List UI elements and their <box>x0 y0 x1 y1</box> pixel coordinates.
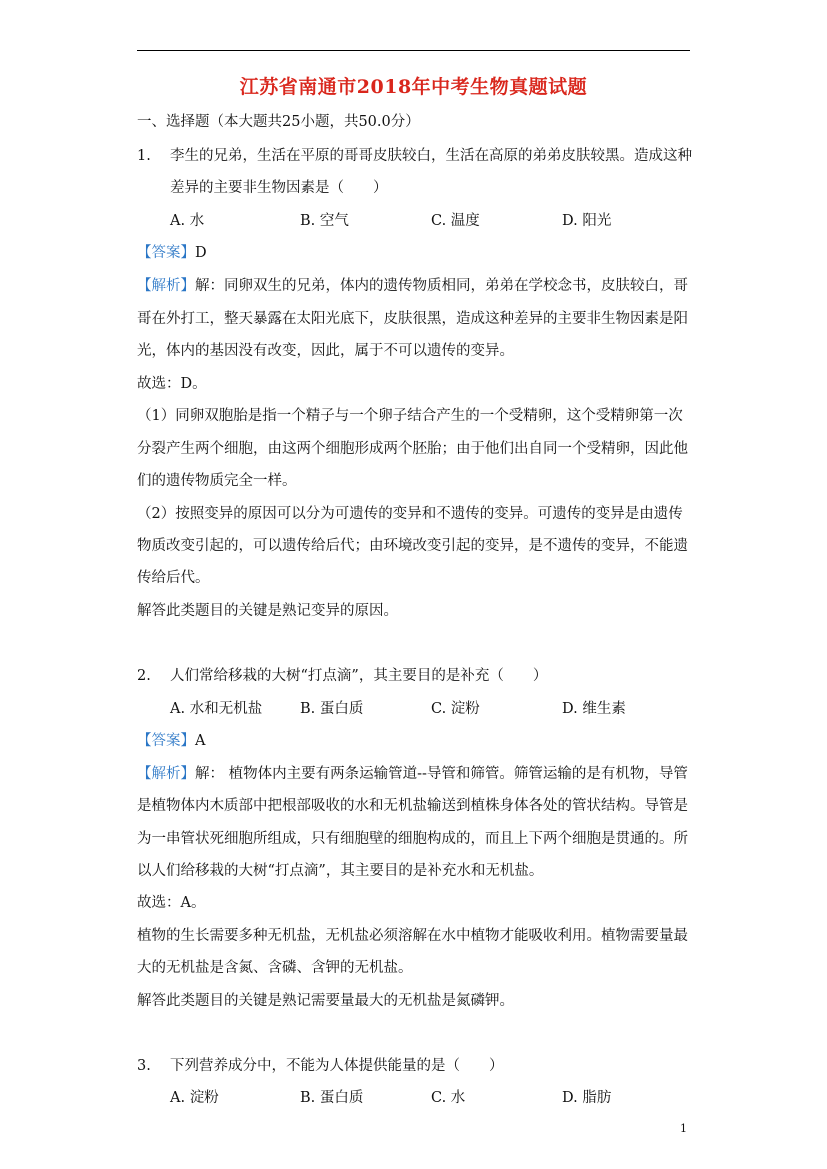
question-2-analysis-line-4: 以人们给移栽的大树“打点滴”，其主要目的是补充水和无机盐。 <box>137 863 544 879</box>
question-3-number: 3. <box>137 1058 151 1074</box>
section-heading: 一、选择题（本大题共25小题，共50.0分） <box>137 114 420 130</box>
question-3-option-a: A. 淀粉 <box>170 1090 219 1106</box>
answer-value: A <box>195 733 206 749</box>
question-1-number: 1. <box>137 148 151 164</box>
analysis-tag: 【解析】 <box>137 278 195 294</box>
question-1-analysis-line-9: 物质改变引起的，可以遗传给后代；由环境改变引起的变异，是不遗传的变异，不能遗 <box>137 538 688 554</box>
question-1-analysis-line-6: 分裂产生两个细胞，由这两个细胞形成两个胚胎；由于他们出自同一个受精卵，因此他 <box>137 441 688 457</box>
question-1-option-d: D. 阳光 <box>562 213 612 229</box>
question-1-analysis-line-1: 【解析】解：同卵双生的兄弟，体内的遗传物质相同，弟弟在学校念书，皮肤较白，哥 <box>137 278 688 294</box>
question-1-stem-line-2: 差异的主要非生物因素是（ ） <box>170 180 388 196</box>
page-number: 1 <box>680 1122 687 1135</box>
question-1-stem-line-1: 李生的兄弟，生活在平原的哥哥皮肤较白，生活在高原的弟弟皮肤较黑。造成这种 <box>170 148 692 164</box>
question-2-analysis-line-3: 为一串管状死细胞所组成，只有细胞壁的细胞构成的，而且上下两个细胞是贯通的。所 <box>137 831 688 847</box>
question-2-analysis-line-2: 是植物体内木质部中把根部吸收的水和无机盐输送到植株身体各处的管状结构。导管是 <box>137 798 688 814</box>
question-1-analysis-line-8: （2）按照变异的原因可以分为可遗传的变异和不遗传的变异。可遗传的变异是由遗传 <box>137 506 683 522</box>
question-3-option-c: C. 水 <box>431 1090 466 1106</box>
question-2-stem: 人们常给移栽的大树“打点滴”，其主要目的是补充（ ） <box>170 668 548 684</box>
question-1-analysis-line-7: 们的遗传物质完全一样。 <box>137 473 297 489</box>
question-3-option-b: B. 蛋白质 <box>300 1090 364 1106</box>
question-1-analysis-line-4: 故选：D。 <box>137 376 207 392</box>
analysis-tag: 【解析】 <box>137 766 195 782</box>
question-3-option-d: D. 脂肪 <box>562 1090 612 1106</box>
question-1-analysis-line-2: 哥在外打工，整天暴露在太阳光底下，皮肤很黑，造成这种差异的主要非生物因素是阳 <box>137 311 688 327</box>
question-2-analysis-line-6: 植物的生长需要多种无机盐，无机盐必须溶解在水中植物才能吸收利用。植物需要量最 <box>137 928 688 944</box>
question-1-analysis-line-5: （1）同卵双胞胎是指一个精子与一个卵子结合产生的一个受精卵，这个受精卵第一次 <box>137 408 683 424</box>
question-2-number: 2. <box>137 668 151 684</box>
answer-tag: 【答案】 <box>137 733 195 749</box>
question-1-option-a: A. 水 <box>170 213 205 229</box>
question-1-option-b: B. 空气 <box>300 213 349 229</box>
answer-tag: 【答案】 <box>137 245 195 261</box>
question-2-analysis-line-7: 大的无机盐是含氮、含磷、含钾的无机盐。 <box>137 960 413 976</box>
question-2-answer <box>137 731 205 751</box>
question-2-option-c: C. 淀粉 <box>431 701 480 717</box>
document-title: 江苏省南通市2018年中考生物真题试题 <box>239 76 588 98</box>
question-2-option-b: B. 蛋白质 <box>300 701 364 717</box>
question-2-analysis-line-1: 【解析】解： 植物体内主要有两条运输管道--导管和筛管。筛管运输的是有机物，导管 <box>137 766 688 782</box>
question-1-analysis-line-10: 传给后代。 <box>137 570 210 586</box>
question-3-stem: 下列营养成分中，不能为人体提供能量的是（ ） <box>170 1058 504 1074</box>
question-1-answer <box>137 243 207 263</box>
header-rule <box>137 50 690 51</box>
question-1-analysis-line-11: 解答此类题目的关键是熟记变异的原因。 <box>137 603 398 619</box>
answer-value: D <box>195 245 207 261</box>
question-2-option-a: A. 水和无机盐 <box>170 701 263 717</box>
question-1-option-c: C. 温度 <box>431 213 480 229</box>
question-1-analysis-line-3: 光，体内的基因没有改变，因此，属于不可以遗传的变异。 <box>137 343 514 359</box>
question-2-analysis-line-8: 解答此类题目的关键是熟记需要量最大的无机盐是氮磷钾。 <box>137 993 514 1009</box>
question-2-option-d: D. 维生素 <box>562 701 626 717</box>
question-2-analysis-line-5: 故选：A。 <box>137 895 206 911</box>
